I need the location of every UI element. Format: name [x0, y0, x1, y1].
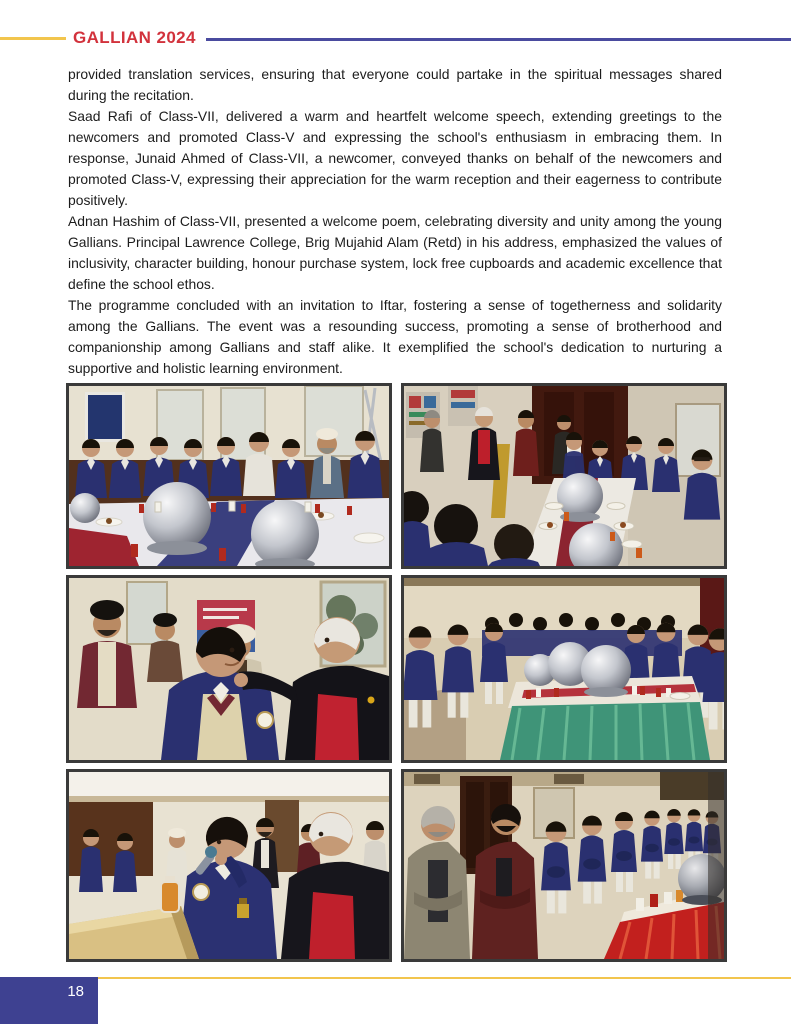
paragraph: Adnan Hashim of Class-VII, presented a welcome poem, celebrating diversity and unity among the young Gallians. Principal Lawrence College, Brig Mujahid Alam (Retd) in his address, emphasized the values of inclusivity, character building, honour purchase system, lock free cupboards and academic excellence that define the school ethos. — [68, 213, 722, 292]
photo-dua-line-red-table — [401, 769, 727, 962]
photo-principal-talking-to-boy — [66, 575, 392, 763]
footer-gold-rule — [98, 977, 791, 979]
photo-5-illustration — [69, 772, 389, 959]
page-number-badge — [0, 977, 98, 1024]
photo-principal-with-boys-table — [401, 383, 727, 569]
header-gold-rule — [0, 37, 66, 40]
photo-2-illustration — [404, 386, 724, 566]
photo-boy-speech-podium — [66, 769, 392, 962]
paragraph: The programme concluded with an invitation to Iftar, fostering a sense of togetherness and solidarity among the Gallians. The event was a resounding success, promoting a sense of brotherhood and companionship among Gallians and staff alike. It exemplified the school's dedication to nurturing a supportive and holistic learning environment. — [68, 297, 722, 376]
page-number: 18 — [67, 983, 84, 1000]
photo-6-illustration — [404, 772, 724, 959]
article-body — [68, 64, 722, 379]
photo-buffet-green-table — [401, 575, 727, 763]
photo-3-illustration — [69, 578, 389, 760]
header-purple-rule — [206, 38, 791, 41]
photo-4-illustration — [404, 578, 724, 760]
photo-1-illustration — [69, 386, 389, 566]
page-title: GALLIAN 2024 — [73, 28, 196, 47]
paragraph: provided translation services, ensuring that everyone could partake in the spiritual messages shared during the recitation. — [68, 66, 722, 103]
photo-iftar-table-lineup — [66, 383, 392, 569]
paragraph: Saad Rafi of Class-VII, delivered a warm and heartfelt welcome speech, extending greetings to the newcomers and promoted Class-V and expressing the school's enthusiasm in embracing them. In response, Junaid Ahmed of Class-VII, a newcomer, conveyed thanks on behalf of the newcomers and promoted Class-V, expressing their appreciation for the warm reception and their eagerness to contribute positively. — [68, 108, 722, 208]
